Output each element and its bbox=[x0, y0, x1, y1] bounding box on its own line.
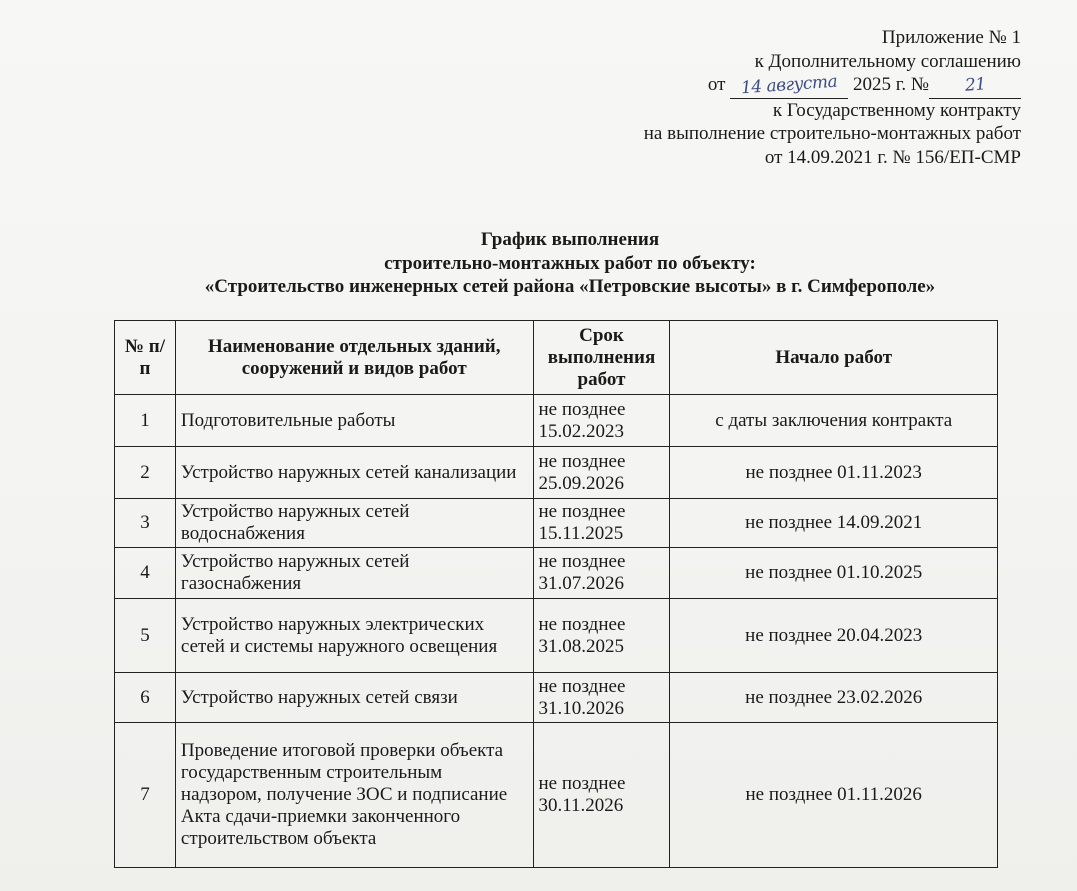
row-name: Подготовительные работы bbox=[175, 395, 533, 447]
row-start: не позднее 23.02.2026 bbox=[670, 673, 998, 723]
header-start: Начало работ bbox=[670, 321, 998, 395]
row-start: не позднее 01.11.2026 bbox=[670, 723, 998, 868]
appendix-agreement: к Дополнительному соглашению bbox=[754, 50, 1021, 72]
date-suffix: 2025 г. № bbox=[852, 74, 929, 95]
title-line-1: График выполнения bbox=[480, 229, 660, 250]
row-start: не позднее 20.04.2023 bbox=[670, 599, 998, 673]
row-term: не позднее 31.10.2026 bbox=[533, 673, 670, 723]
table-row bbox=[115, 499, 998, 548]
row-name: Устройство наружных сетей водоснабжения bbox=[175, 499, 533, 548]
row-name: Устройство наружных электрических сетей и системы наружного освещения bbox=[175, 599, 533, 673]
date-fill-blank bbox=[730, 73, 848, 99]
row-num: 2 bbox=[115, 447, 176, 499]
schedule-table bbox=[114, 320, 998, 868]
row-start: не позднее 01.11.2023 bbox=[670, 447, 998, 499]
table-header-row bbox=[115, 321, 998, 395]
row-term: не позднее 31.07.2026 bbox=[533, 548, 670, 599]
appendix-contract-date: от 14.09.2021 г. № 156/ЕП-СМР bbox=[764, 146, 1021, 168]
row-term: не позднее 25.09.2026 bbox=[533, 447, 670, 499]
appendix-contract-subject: на выполнение строительно-монтажных работ bbox=[643, 123, 1021, 144]
handwritten-number: 21 bbox=[963, 74, 986, 96]
table-row bbox=[115, 723, 998, 868]
handwritten-date: 14 августа bbox=[740, 71, 838, 99]
row-term: не позднее 15.11.2025 bbox=[533, 499, 670, 548]
row-term: не позднее 15.02.2023 bbox=[533, 395, 670, 447]
appendix-date-line bbox=[644, 73, 1021, 99]
number-fill-blank bbox=[929, 73, 1021, 99]
header-num: № п/п bbox=[115, 321, 176, 395]
table-row bbox=[115, 447, 998, 499]
row-num: 7 bbox=[115, 723, 176, 868]
row-start: не позднее 01.10.2025 bbox=[670, 548, 998, 599]
row-num: 6 bbox=[115, 673, 176, 723]
appendix-title: Приложение № 1 bbox=[881, 27, 1021, 48]
appendix-header bbox=[644, 26, 1021, 169]
title-line-2: строительно-монтажных работ по объекту: bbox=[384, 252, 756, 274]
row-name: Устройство наружных сетей канализации bbox=[175, 447, 533, 499]
row-start: не позднее 14.09.2021 bbox=[670, 499, 998, 548]
title-line-3: «Строительство инженерных сетей района «Петровские высоты» в г. Симферополе» bbox=[204, 276, 936, 297]
row-num: 5 bbox=[115, 599, 176, 673]
appendix-contract: к Государственному контракту bbox=[772, 99, 1021, 121]
row-name: Устройство наружных сетей газоснабжения bbox=[175, 548, 533, 599]
document-title bbox=[0, 228, 1077, 299]
row-start: с даты заключения контракта bbox=[670, 395, 998, 447]
table-row bbox=[115, 395, 998, 447]
row-name: Проведение итоговой проверки объекта государственным строительным надзором, получение ЗОС и подписание Акта сдачи-приемки законченного строительством объекта bbox=[175, 723, 533, 868]
row-term: не позднее 30.11.2026 bbox=[533, 723, 670, 868]
header-term: Срок выполнения работ bbox=[533, 321, 670, 395]
row-num: 4 bbox=[115, 548, 176, 599]
header-name: Наименование отдельных зданий, сооружений и видов работ bbox=[175, 321, 533, 395]
table-row bbox=[115, 673, 998, 723]
row-num: 1 bbox=[115, 395, 176, 447]
row-term: не позднее 31.08.2025 bbox=[533, 599, 670, 673]
date-prefix: от bbox=[707, 74, 726, 95]
table-row bbox=[115, 599, 998, 673]
row-num: 3 bbox=[115, 499, 176, 548]
table-row bbox=[115, 548, 998, 599]
row-name: Устройство наружных сетей связи bbox=[175, 673, 533, 723]
